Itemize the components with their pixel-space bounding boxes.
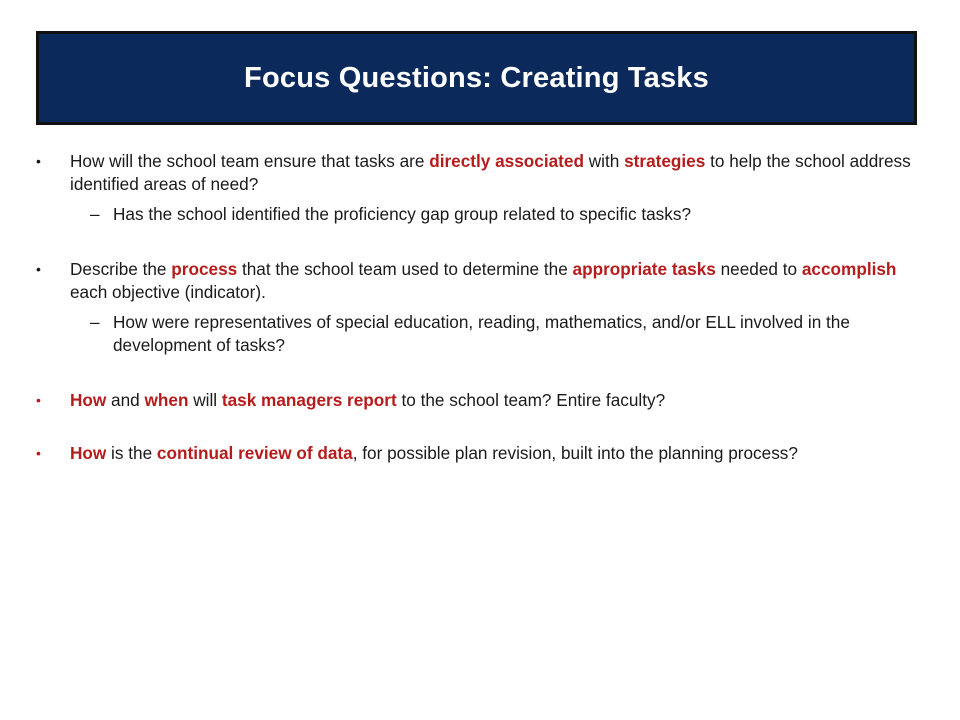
bullet-text-segment: that the school team used to determine the (237, 259, 573, 279)
bullet-text-segment: to the school team? Entire faculty? (396, 390, 666, 410)
bullet-item-2 (36, 258, 916, 304)
bullet-item-3 (36, 389, 916, 412)
sub-bullet-item-1 (36, 203, 916, 226)
highlight-text: continual review of data (156, 443, 353, 463)
highlight-text: when (144, 390, 189, 410)
bullet-text-segment: How will the school team ensure that tasks are (70, 151, 430, 171)
bullet-text-segment: with (583, 151, 625, 171)
bullet-list (36, 150, 916, 465)
bullet-text-segment: and (106, 390, 145, 410)
sub-bullet-text: How were representatives of special education, reading, mathematics, and/or ELL involved in the development of tasks? (113, 312, 850, 355)
bullet-marker: • (36, 153, 41, 169)
slide-title: Focus Questions: Creating Tasks (244, 61, 709, 94)
bullet-text-segment: , for possible plan revision, built into the planning process? (352, 443, 798, 463)
highlight-text: process (171, 259, 238, 279)
bullet-text-segment: each objective (indicator). (70, 282, 266, 302)
sub-bullet-text: Has the school identified the proficiency gap group related to specific tasks? (113, 204, 692, 224)
bullet-text-segment: will (188, 390, 222, 410)
bullet-marker: • (36, 261, 41, 277)
bullet-text-segment: needed to (715, 259, 802, 279)
spacer (36, 412, 916, 442)
bullet-text-segment: Describe the (70, 259, 172, 279)
sub-bullet-item-2 (36, 311, 916, 357)
bullet-text-segment: is the (106, 443, 157, 463)
highlight-text: accomplish (801, 259, 897, 279)
highlight-text: task managers report (221, 390, 397, 410)
sub-bullet-marker: – (90, 204, 100, 224)
bullet-item-4 (36, 442, 916, 465)
highlight-text: How (70, 390, 107, 410)
spacer (36, 357, 916, 389)
highlight-text: appropriate tasks (572, 259, 716, 279)
highlight-text: directly associated (429, 151, 584, 171)
title-bar (36, 31, 917, 125)
spacer (36, 226, 916, 258)
highlight-text: strategies (624, 151, 706, 171)
sub-bullet-marker: – (90, 312, 100, 332)
highlight-text: How (70, 443, 107, 463)
bullet-text-segment: to help the school address identified areas of need? (70, 151, 911, 194)
bullet-item-1 (36, 150, 916, 196)
bullet-marker: • (36, 445, 41, 461)
bullet-marker: • (36, 392, 41, 408)
